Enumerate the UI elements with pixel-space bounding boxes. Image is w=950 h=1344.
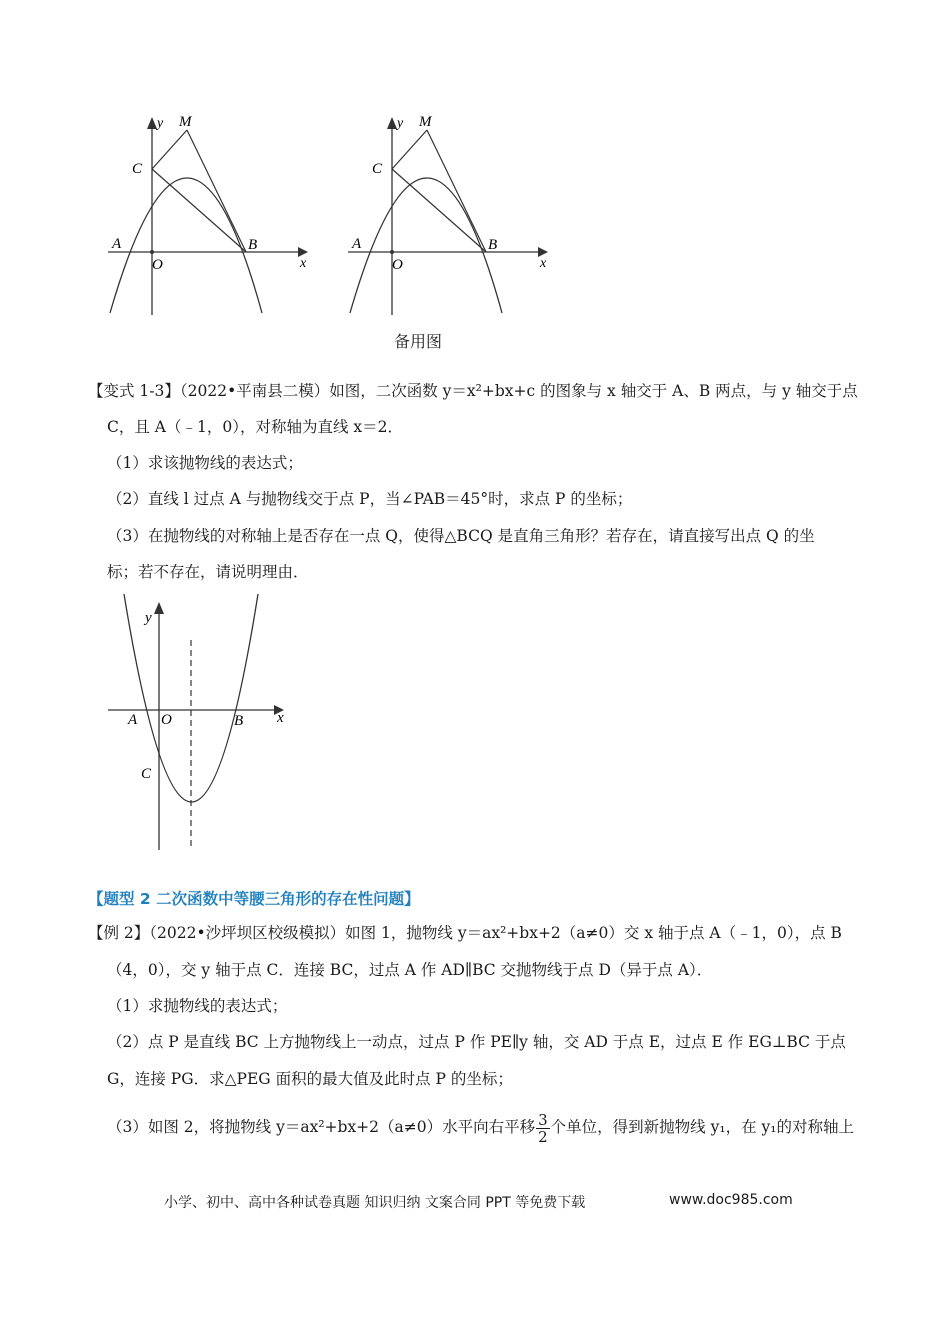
footer-link[interactable]: www.doc985.com — [669, 1192, 793, 1208]
label-x: x — [277, 710, 284, 726]
example-2-line-2: （4，0），交 y 轴于点 C．连接 BC，过点 A 作 AD∥BC 交抛物线于点 D（异于点 A）． — [107, 961, 713, 979]
y-axis-arrow — [147, 117, 157, 129]
label-C: C — [372, 161, 383, 177]
segment-MB — [427, 130, 486, 252]
section-heading-type-2: 【题型 2 二次函数中等腰三角形的存在性问题】 — [88, 890, 420, 908]
example-2-question-2a: （2）点 P 是直线 BC 上方抛物线上一动点，过点 P 作 PE∥y 轴，交 AD 于点 E，过点 E 作 EG⊥BC 于点 — [107, 1033, 846, 1051]
parabola-figure-1 — [100, 105, 320, 320]
variant-1-3-question-3b: 标；若不存在，请说明理由． — [107, 563, 309, 581]
label-C: C — [132, 161, 143, 177]
fraction-numerator: 3 — [538, 1110, 548, 1129]
label-M: M — [419, 114, 432, 130]
label-A: A — [352, 236, 362, 252]
segment-CM — [392, 130, 427, 169]
fraction-three-halves — [536, 1112, 550, 1145]
example-2-line-1: 【例 2】（2022•沙坪坝区校级模拟）如图 1，抛物线 y＝ax²+bx+2（a≠0）交 x 轴于点 A（﹣1，0），点 B — [88, 924, 842, 942]
label-A: A — [112, 236, 122, 252]
question-3-text-after: 个单位，得到新抛物线 y₁，在 y₁的对称轴上 — [550, 1118, 854, 1136]
question-3-text-before: （3）如图 2，将抛物线 y＝ax²+bx+2（a≠0）水平向右平移 — [107, 1118, 536, 1136]
label-M: M — [179, 114, 192, 130]
variant-1-3-question-2: （2）直线 l 过点 A 与抛物线交于点 P，当∠PAB＝45°时，求点 P 的坐标； — [107, 490, 633, 508]
y-axis-arrow — [154, 602, 164, 614]
segment-CM — [152, 130, 187, 169]
segment-MB — [187, 130, 246, 252]
label-O: O — [152, 257, 163, 273]
origin-dot — [390, 250, 394, 254]
variant-1-3-question-1: （1）求该抛物线的表达式； — [107, 454, 303, 472]
variant-1-3-question-3a: （3）在抛物线的对称轴上是否存在一点 Q，使得△BCQ 是直角三角形？若存在，请直接写出点 Q 的坐 — [107, 527, 815, 545]
example-2-question-3 — [107, 1110, 854, 1145]
label-y: y — [157, 116, 164, 131]
parabola-figure-3 — [100, 592, 300, 854]
label-x: x — [300, 256, 307, 271]
variant-1-3-line-1: 【变式 1-3】（2022•平南县二模）如图，二次函数 y＝x²+bx+c 的图象与 x 轴交于 A、B 两点，与 y 轴交于点 — [88, 382, 858, 400]
origin-dot — [150, 250, 154, 254]
label-C: C — [141, 766, 152, 782]
label-y: y — [145, 610, 152, 626]
variant-1-3-line-2: C，且 A（﹣1，0），对称轴为直线 x＝2． — [107, 418, 403, 436]
label-y: y — [397, 116, 404, 131]
fraction-denominator: 2 — [538, 1127, 548, 1146]
figure-caption: 备用图 — [394, 332, 443, 351]
label-B: B — [234, 713, 244, 729]
parabola-figure-2 — [340, 105, 560, 320]
example-2-question-2b: G，连接 PG．求△PEG 面积的最大值及此时点 P 的坐标； — [107, 1070, 513, 1088]
label-B: B — [488, 237, 498, 253]
label-O: O — [161, 712, 172, 728]
label-O: O — [392, 257, 403, 273]
label-x: x — [540, 256, 547, 271]
label-B: B — [248, 237, 258, 253]
example-2-question-1: （1）求抛物线的表达式； — [107, 997, 288, 1015]
label-A: A — [128, 712, 138, 728]
y-axis-arrow — [387, 117, 397, 129]
footer-text: 小学、初中、高中各种试卷真题 知识归纳 文案合同 PPT 等免费下载 — [164, 1195, 586, 1211]
